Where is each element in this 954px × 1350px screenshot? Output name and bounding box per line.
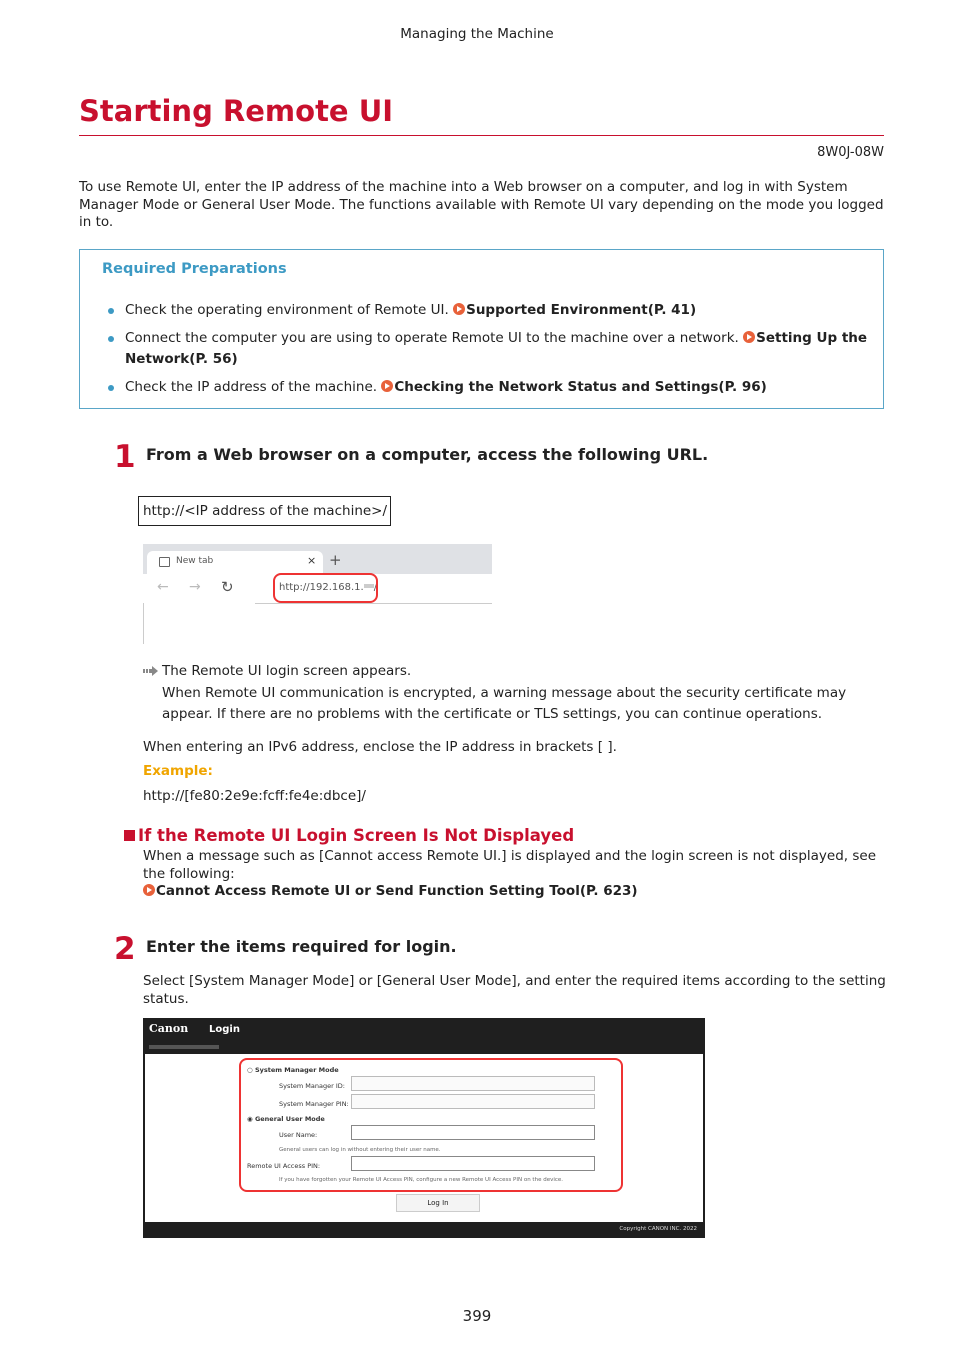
page-title: Starting Remote UI: [79, 94, 394, 128]
system-manager-pin-label: System Manager PIN:: [279, 1100, 349, 1108]
prep-item-text: Check the operating environment of Remote UI.: [125, 302, 454, 318]
general-user-mode-radio[interactable]: ◉ General User Mode: [247, 1115, 325, 1123]
login-form-area: [145, 1054, 703, 1222]
link-text-part2[interactable]: Network(P. 56): [125, 351, 238, 367]
bullet-icon: [108, 385, 114, 391]
prep-item-text: Connect the computer you are using to operate Remote UI to the machine over a network.: [125, 330, 744, 346]
address-value: http://192.168.1.: [279, 582, 364, 593]
system-manager-mode-label: System Manager Mode: [254, 1066, 339, 1074]
step-2-text: Select [System Manager Mode] or [General User Mode], and enter the required items according to the setting status.: [143, 973, 886, 1007]
troubleshoot-text: When a message such as [Cannot access Remote UI.] is displayed and the login screen is not displayed, see the following:: [143, 848, 877, 882]
result-block: [162, 661, 882, 726]
tab-label: New tab: [176, 556, 214, 566]
user-name-label: User Name:: [279, 1131, 318, 1139]
device-name-redacted: [149, 1045, 219, 1049]
prep-item-text: Check the IP address of the machine.: [125, 379, 382, 395]
link-arrow-icon: [453, 303, 465, 315]
ipv6-note: When entering an IPv6 address, enclose the IP address in brackets [ ].: [143, 739, 617, 755]
access-pin-label: Remote UI Access PIN:: [247, 1162, 321, 1170]
login-button[interactable]: Log In: [396, 1194, 480, 1212]
intro-paragraph: To use Remote UI, enter the IP address of the machine into a Web browser on a computer, and log in with System Manager Mode or General User Mode. The functions available with Remote UI vary depending on the mode you logged in to.: [79, 179, 884, 230]
general-user-note: General users can log in without entering their user name.: [279, 1147, 441, 1153]
login-copyright: Copyright CANON INC. 2022: [619, 1226, 697, 1232]
system-manager-id-label: System Manager ID:: [279, 1082, 345, 1090]
step-2-title: Enter the items required for login.: [146, 937, 457, 956]
example-label: Example:: [143, 763, 213, 779]
link-network-status[interactable]: Checking the Network Status and Settings(P. 96): [394, 379, 767, 395]
browser-screenshot: [143, 544, 492, 644]
link-arrow-icon: [143, 884, 155, 896]
new-tab-plus-icon: +: [329, 551, 342, 569]
tab-page-icon: [159, 557, 170, 567]
link-supported-environment[interactable]: Supported Environment(P. 41): [466, 302, 697, 318]
canon-logo: Canon: [149, 1022, 189, 1035]
prep-item-3: [125, 377, 767, 398]
page-number: 399: [462, 1307, 492, 1325]
system-manager-mode-radio[interactable]: ○ System Manager Mode: [247, 1066, 339, 1074]
forward-arrow-icon: →: [189, 579, 201, 595]
link-arrow-icon: [381, 380, 393, 392]
address-highlight-circle: [273, 573, 378, 603]
access-pin-note: If you have forgotten your Remote UI Access PIN, configure a new Remote UI Access PIN on the device.: [279, 1177, 564, 1183]
browser-tab-bar: [143, 544, 492, 574]
bullet-icon: [108, 308, 114, 314]
link-arrow-icon: [743, 331, 755, 343]
document-code: 8W0J-08W: [817, 145, 884, 160]
step-number-1: 1: [114, 439, 136, 475]
result-text: The Remote UI login screen appears.: [162, 663, 412, 679]
prep-item-1: [125, 300, 696, 321]
required-preparations-heading: Required Preparations: [102, 261, 287, 277]
url-box: http://<IP address of the machine>/: [138, 496, 391, 526]
example-value: http://[fe80:2e9e:fcff:fe4e:dbce]/: [143, 788, 366, 804]
login-screenshot: [143, 1018, 705, 1238]
troubleshoot-heading-text: If the Remote UI Login Screen Is Not Displayed: [138, 826, 575, 845]
title-rule: [79, 135, 884, 136]
step-1-title: From a Web browser on a computer, access the following URL.: [146, 445, 709, 464]
link-cannot-access-remote-ui[interactable]: Cannot Access Remote UI or Send Function Setting Tool(P. 623): [156, 883, 638, 899]
section-square-icon: [124, 830, 135, 841]
login-header-title: Login: [209, 1024, 240, 1035]
reload-icon: ↻: [221, 578, 234, 596]
browser-tab: [147, 551, 323, 574]
step-number-2: 2: [114, 931, 136, 967]
system-manager-id-input[interactable]: [351, 1076, 595, 1091]
bullet-icon: [108, 336, 114, 342]
troubleshoot-link-line: [143, 883, 638, 899]
access-pin-input[interactable]: [351, 1156, 595, 1171]
back-arrow-icon: ←: [157, 579, 169, 595]
running-header: Managing the Machine: [400, 26, 554, 42]
result-arrow-icon: [143, 664, 159, 678]
browser-left-edge: [143, 603, 144, 644]
troubleshoot-heading: [124, 826, 574, 845]
result-note: When Remote UI communication is encrypted, a warning message about the security certificate may appear. If there are no problems with the certificate or TLS settings, you can continue operations.: [162, 684, 847, 722]
address-tail: /: [373, 582, 378, 593]
user-name-input[interactable]: [351, 1125, 595, 1140]
tab-close-icon: ×: [307, 554, 317, 567]
prep-item-2: [125, 328, 870, 370]
general-user-mode-label: General User Mode: [254, 1115, 325, 1123]
link-text-part1[interactable]: Setting Up the: [756, 330, 868, 346]
system-manager-pin-input[interactable]: [351, 1094, 595, 1109]
